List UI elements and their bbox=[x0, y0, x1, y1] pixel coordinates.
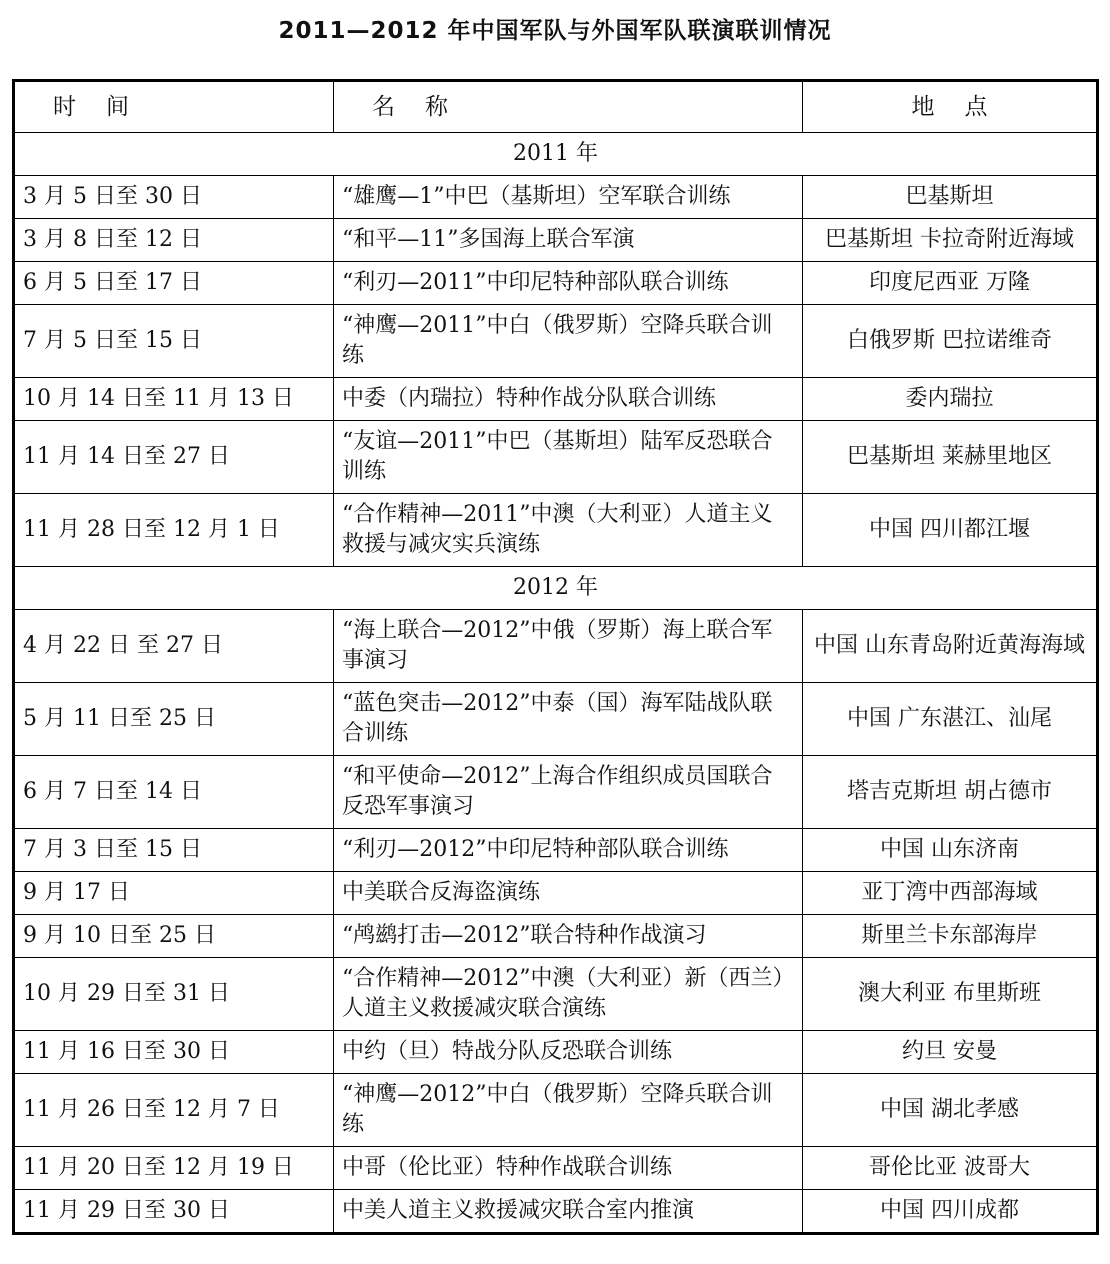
cell-time: 10 月 29 日至 31 日 bbox=[14, 958, 334, 1031]
cell-name: “神鹰—2011”中白（俄罗斯）空降兵联合训练 bbox=[334, 305, 803, 378]
cell-time: 11 月 28 日至 12 月 1 日 bbox=[14, 494, 334, 567]
cell-time: 4 月 22 日 至 27 日 bbox=[14, 610, 334, 683]
table-row bbox=[14, 829, 1098, 872]
cell-time: 11 月 16 日至 30 日 bbox=[14, 1031, 334, 1074]
cell-place: 巴基斯坦 卡拉奇附近海域 bbox=[803, 219, 1098, 262]
table-row bbox=[14, 756, 1098, 829]
cell-time: 7 月 5 日至 15 日 bbox=[14, 305, 334, 378]
cell-name: “合作精神—2011”中澳（大利亚）人道主义救援与减灾实兵演练 bbox=[334, 494, 803, 567]
cell-time: 9 月 17 日 bbox=[14, 872, 334, 915]
year-row bbox=[14, 133, 1098, 176]
table-row bbox=[14, 1190, 1098, 1234]
cell-time: 6 月 7 日至 14 日 bbox=[14, 756, 334, 829]
cell-place: 亚丁湾中西部海域 bbox=[803, 872, 1098, 915]
cell-place: 巴基斯坦 bbox=[803, 176, 1098, 219]
cell-name: “鸬鹚打击—2012”联合特种作战演习 bbox=[334, 915, 803, 958]
cell-time: 10 月 14 日至 11 月 13 日 bbox=[14, 378, 334, 421]
cell-name: “利刃—2012”中印尼特种部队联合训练 bbox=[334, 829, 803, 872]
cell-name: “和平使命—2012”上海合作组织成员国联合反恐军事演习 bbox=[334, 756, 803, 829]
cell-name: 中哥（伦比亚）特种作战联合训练 bbox=[334, 1147, 803, 1190]
cell-place: 巴基斯坦 莱赫里地区 bbox=[803, 421, 1098, 494]
cell-time: 9 月 10 日至 25 日 bbox=[14, 915, 334, 958]
cell-name: “合作精神—2012”中澳（大利亚）新（西兰）人道主义救援减灾联合演练 bbox=[334, 958, 803, 1031]
cell-name: “雄鹰—1”中巴（基斯坦）空军联合训练 bbox=[334, 176, 803, 219]
table-row bbox=[14, 1074, 1098, 1147]
cell-place: 中国 四川都江堰 bbox=[803, 494, 1098, 567]
cell-name: 中约（旦）特战分队反恐联合训练 bbox=[334, 1031, 803, 1074]
table-row bbox=[14, 872, 1098, 915]
cell-name: “和平—11”多国海上联合军演 bbox=[334, 219, 803, 262]
table-header-row bbox=[14, 81, 1098, 133]
table-row bbox=[14, 305, 1098, 378]
year-label: 2012 年 bbox=[14, 567, 1098, 610]
table-row bbox=[14, 262, 1098, 305]
cell-name: “利刃—2011”中印尼特种部队联合训练 bbox=[334, 262, 803, 305]
cell-place: 中国 山东济南 bbox=[803, 829, 1098, 872]
cell-name: 中美人道主义救援减灾联合室内推演 bbox=[334, 1190, 803, 1234]
table-row bbox=[14, 915, 1098, 958]
cell-name: 中委（内瑞拉）特种作战分队联合训练 bbox=[334, 378, 803, 421]
table-row bbox=[14, 958, 1098, 1031]
cell-time: 11 月 26 日至 12 月 7 日 bbox=[14, 1074, 334, 1147]
exercises-table bbox=[12, 79, 1099, 1235]
table-row bbox=[14, 494, 1098, 567]
table-row bbox=[14, 683, 1098, 756]
cell-time: 11 月 20 日至 12 月 19 日 bbox=[14, 1147, 334, 1190]
cell-time: 7 月 3 日至 15 日 bbox=[14, 829, 334, 872]
header-place: 地点 bbox=[803, 81, 1098, 133]
cell-place: 委内瑞拉 bbox=[803, 378, 1098, 421]
cell-place: 中国 四川成都 bbox=[803, 1190, 1098, 1234]
table-row bbox=[14, 1031, 1098, 1074]
cell-time: 3 月 5 日至 30 日 bbox=[14, 176, 334, 219]
table-row bbox=[14, 176, 1098, 219]
cell-time: 11 月 14 日至 27 日 bbox=[14, 421, 334, 494]
cell-place: 中国 湖北孝感 bbox=[803, 1074, 1098, 1147]
cell-time: 11 月 29 日至 30 日 bbox=[14, 1190, 334, 1234]
page-title: 2011—2012 年中国军队与外国军队联演联训情况 bbox=[278, 18, 832, 44]
table-row bbox=[14, 610, 1098, 683]
table-row bbox=[14, 421, 1098, 494]
cell-place: 斯里兰卡东部海岸 bbox=[803, 915, 1098, 958]
cell-name: “神鹰—2012”中白（俄罗斯）空降兵联合训练 bbox=[334, 1074, 803, 1147]
cell-time: 6 月 5 日至 17 日 bbox=[14, 262, 334, 305]
cell-place: 哥伦比亚 波哥大 bbox=[803, 1147, 1098, 1190]
table-row bbox=[14, 1147, 1098, 1190]
header-time: 时间 bbox=[14, 81, 334, 133]
cell-name: 中美联合反海盗演练 bbox=[334, 872, 803, 915]
cell-name: “蓝色突击—2012”中泰（国）海军陆战队联合训练 bbox=[334, 683, 803, 756]
cell-time: 5 月 11 日至 25 日 bbox=[14, 683, 334, 756]
cell-place: 澳大利亚 布里斯班 bbox=[803, 958, 1098, 1031]
cell-name: “友谊—2011”中巴（基斯坦）陆军反恐联合训练 bbox=[334, 421, 803, 494]
table-row bbox=[14, 378, 1098, 421]
cell-place: 白俄罗斯 巴拉诺维奇 bbox=[803, 305, 1098, 378]
cell-place: 中国 广东湛江、汕尾 bbox=[803, 683, 1098, 756]
year-label: 2011 年 bbox=[14, 133, 1098, 176]
header-name: 名称 bbox=[334, 81, 803, 133]
table-row bbox=[14, 219, 1098, 262]
cell-place: 约旦 安曼 bbox=[803, 1031, 1098, 1074]
cell-place: 塔吉克斯坦 胡占德市 bbox=[803, 756, 1098, 829]
cell-place: 中国 山东青岛附近黄海海域 bbox=[803, 610, 1098, 683]
cell-place: 印度尼西亚 万隆 bbox=[803, 262, 1098, 305]
year-row bbox=[14, 567, 1098, 610]
cell-time: 3 月 8 日至 12 日 bbox=[14, 219, 334, 262]
cell-name: “海上联合—2012”中俄（罗斯）海上联合军事演习 bbox=[334, 610, 803, 683]
